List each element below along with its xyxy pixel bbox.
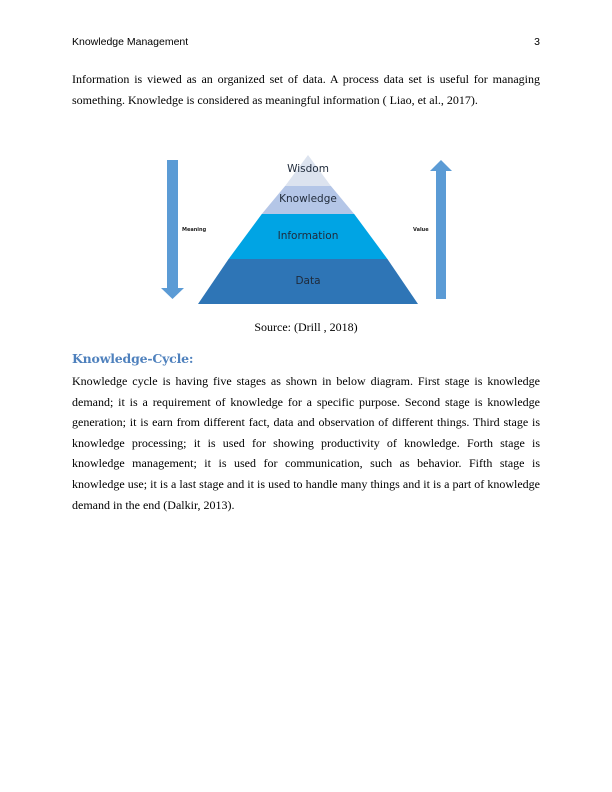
pyramid-label-information: Information [277,230,339,242]
running-header-title: Knowledge Management [72,36,189,48]
value-up-arrow-icon [430,160,452,299]
arrow-label-value: Value [413,227,429,233]
pyramid-label-data: Data [295,275,321,287]
figure-caption: Source: (Drill , 2018) [254,320,358,334]
paragraph-information-definition: Information is viewed as an organized set of data. A process data set is useful for managing something. Knowledge is considered as meaningful information ( Liao, et al., 2017). [72,72,540,107]
arrow-label-meaning: Meaning [182,227,207,233]
meaning-down-arrow-icon [161,160,184,299]
paragraph-knowledge-cycle: Knowledge cycle is having five stages as shown in below diagram. First stage is knowledge demand; it is a requirement of knowledge for a specific purpose. Second stage is knowledge generation; it is earn from different fact, data and observation of different things. Third stage is knowledge processing; it is used for showing productivity of knowledge. Forth stage is knowledge management; it is used for communication, such as behavior. Fifth stage is knowledge use; it is a last stage and it is used to handle many things and it is a part of knowledge demand in the end (Dalkir, 2013). [72,374,540,512]
pyramid-label-knowledge: Knowledge [279,193,337,205]
pyramid-label-wisdom: Wisdom [287,163,329,175]
section-heading-knowledge-cycle: Knowledge-Cycle: [72,351,194,366]
page-number: 3 [534,36,540,48]
